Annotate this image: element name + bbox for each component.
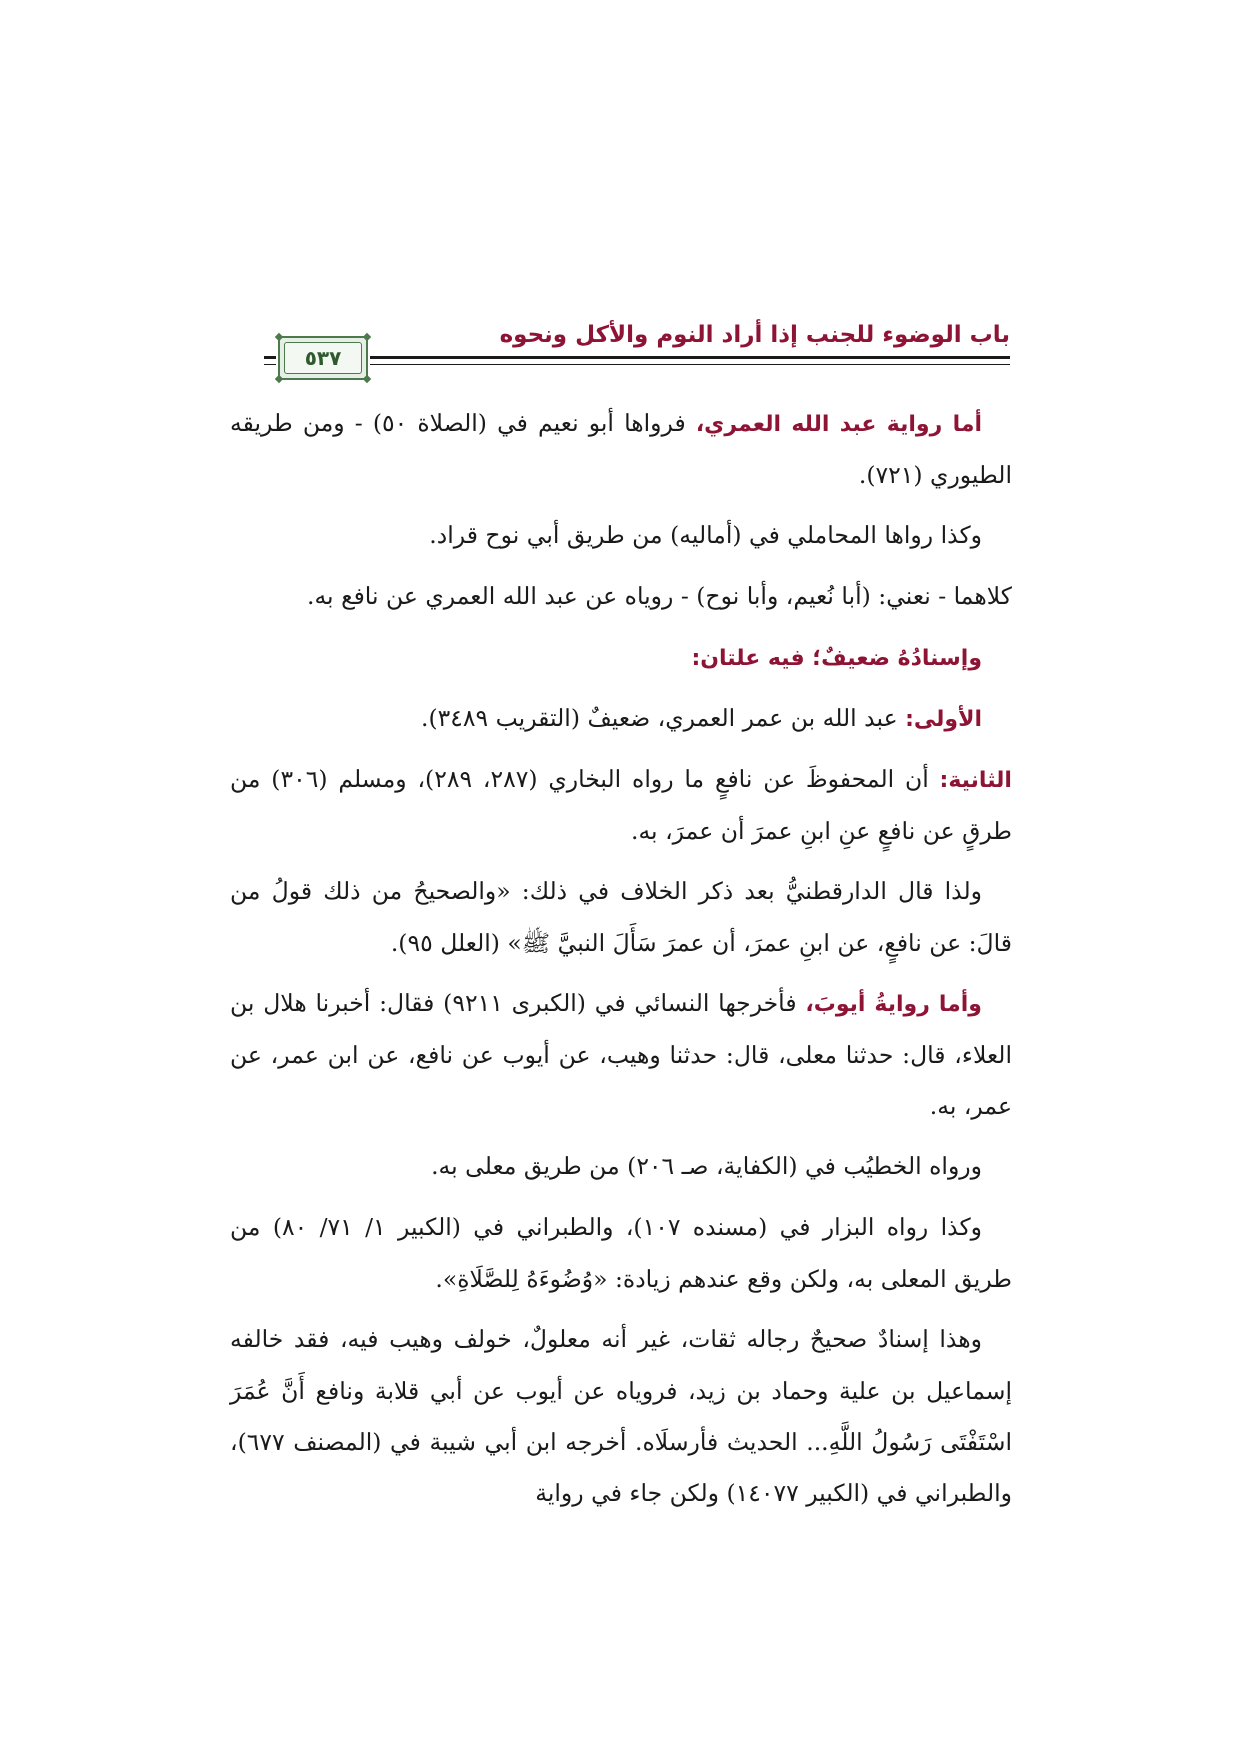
section-heading [230,632,1012,684]
running-header [264,312,1010,380]
page-number-frame [278,336,368,380]
paragraph-lead: وأما روايةُ أيوبَ، [805,992,982,1017]
paragraph-text: أن المحفوظَ عن نافعٍ ما رواه البخاري (٢٨٧، ٢٨٩)، ومسلم (٣٠٦) من طرقٍ عن نافعٍ عنِ ابنِ عمرَ أن عمرَ، به. [230,765,1012,845]
paragraph-text: فأخرجها النسائي في (الكبرى ٩٢١١) فقال: أخبرنا هلال بن العلاء، قال: حدثنا معلى، قال: حدثنا وهيب، عن أيوب عن نافع، عن ابن عمر، عن عمر، به. [230,989,1012,1120]
header-rule-left-thin [264,364,276,365]
paragraph-lead: الأولى: [905,707,982,732]
paragraph-text: وكذا رواه البزار في (مسنده ١٠٧)، والطبراني في (الكبير ١/ ٧١/ ٨٠) من طريق المعلى به، ولكن وقع عندهم زيادة: «وُضُوءَهُ لِلصَّلَاةِ». [230,1213,1012,1293]
paragraph-text: فرواها أبو نعيم في (الصلاة ٥٠) - ومن طريقه الطيوري (٧٢١). [230,409,1012,489]
paragraph-text: كلاهما - نعني: (أبا نُعيم، وأبا نوح) - روياه عن عبد الله العمري عن نافع به. [306,582,1012,610]
paragraph-lead: الثانية: [939,768,1012,793]
paragraph-text: وهذا إسنادٌ صحيحٌ رجاله ثقات، غير أنه معلولٌ، خولف وهيب فيه، فقد خالفه إسماعيل بن علية وحماد بن زيد، فروياه عن أيوب عن أبي قلابة ونافع أَنَّ عُمَرَ اسْتَفْتَى رَسُولُ اللَّهِ... الحديث فأرسلَاه. أخرجه ابن أبي شيبة في (المصنف ٦٧٧)، والطبراني في (الكبير ١٤٠٧٧) ولكن جاء في رواية [230,1325,1012,1507]
page-number: ٥٣٧ [304,346,342,370]
paragraph-lead: أما رواية عبد الله العمري، [695,412,982,437]
paragraph [230,978,1012,1132]
page-number-inner [284,342,362,374]
paragraph-text: ورواه الخطيُب في (الكفاية، صـ ٢٠٦) من طريق معلى به. [431,1152,982,1180]
paragraph [230,1141,1012,1193]
paragraph-text: ولذا قال الدارقطنيُّ بعد ذكر الخلاف في ذلك: «والصحيحُ من ذلك قولُ من قالَ: عن نافعٍ، عن ابنِ عمرَ، أن عمرَ سَأَلَ النبيَّ ﷺ» (العلل ٩٥). [230,877,1012,957]
paragraph-lead: وإسنادُهُ ضعيفٌ؛ فيه علتان: [691,646,982,671]
frame-ornament-icon [275,375,283,383]
paragraph [230,1202,1012,1305]
header-rule-left-thick [264,356,276,359]
paragraph [230,1314,1012,1519]
body-text [230,398,1012,1528]
paragraph [230,571,1012,623]
paragraph-text: وكذا رواها المحاملي في (أماليه) من طريق أبي نوح قراد. [429,521,982,549]
header-rule-thick [370,356,1010,359]
header-rule-thin [370,364,1010,365]
frame-ornament-icon [363,333,371,341]
paragraph [230,398,1012,501]
paragraph [230,693,1012,745]
chapter-title: باب الوضوء للجنب إذا أراد النوم والأكل ونحوه [499,322,1010,348]
paragraph [230,510,1012,562]
paragraph [230,866,1012,969]
frame-ornament-icon [275,333,283,341]
frame-ornament-icon [363,375,371,383]
paragraph [230,754,1012,857]
paragraph-text: عبد الله بن عمر العمري، ضعيفٌ (التقريب ٣٤٨٩). [420,704,906,732]
